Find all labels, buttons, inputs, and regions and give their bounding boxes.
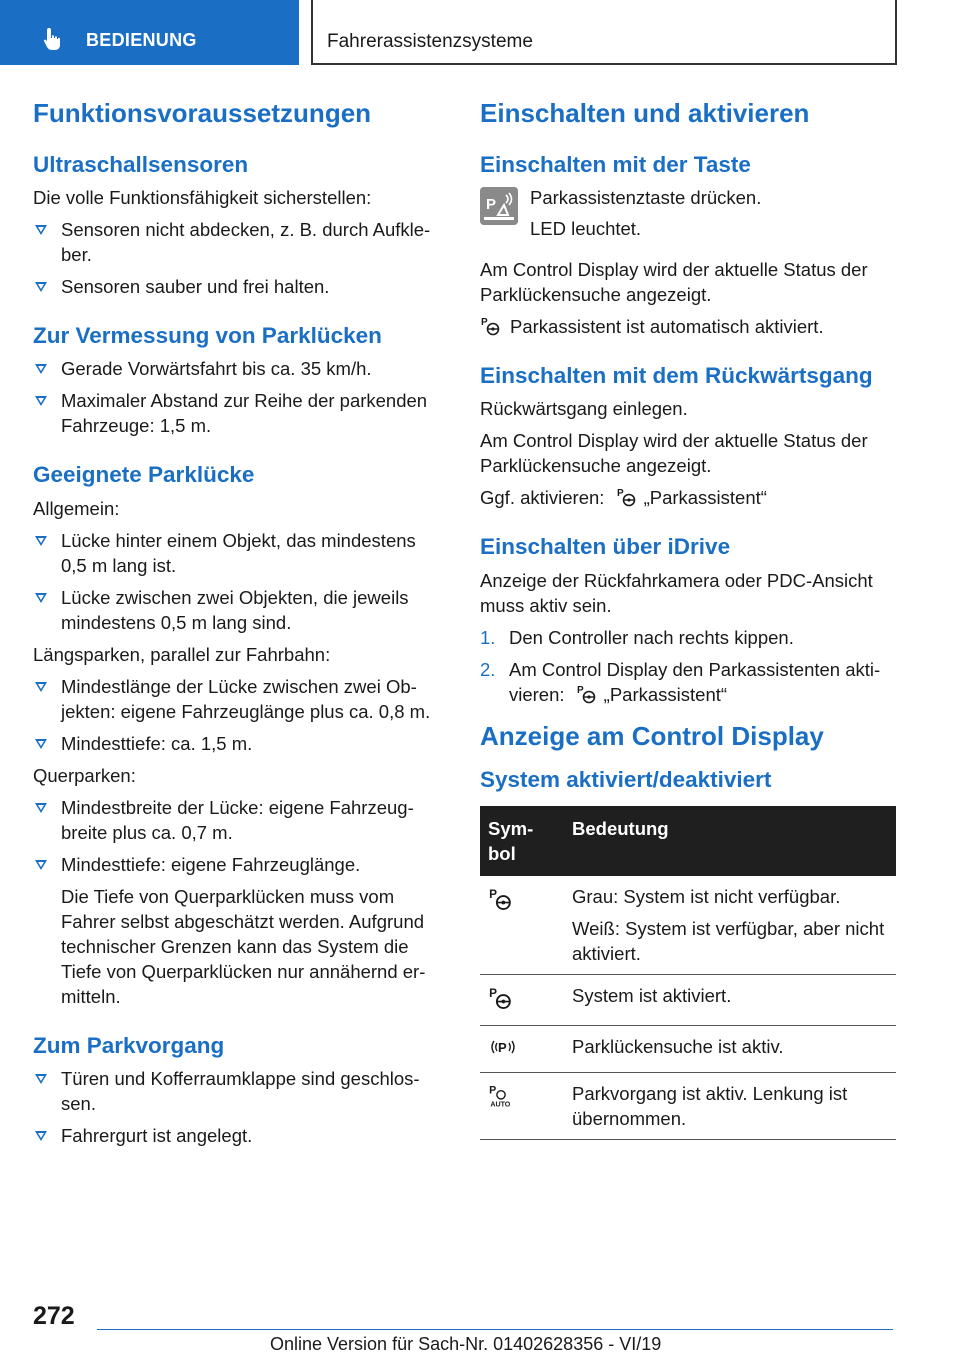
title-functional-requirements: Funktionsvoraussetzungen <box>33 98 372 128</box>
svg-text:P: P <box>616 488 624 500</box>
heading-button: Einschalten mit der Taste <box>480 152 751 178</box>
bullet-list <box>33 1066 443 1148</box>
body-text: Anzeige der Rückfahrkamera oder PDC-Ansicht muss aktiv sein. <box>480 569 873 616</box>
intro-text: Allgemein: <box>33 497 120 519</box>
triangle-bullet-icon <box>35 739 47 749</box>
bullet-list <box>33 795 443 1009</box>
triangle-bullet-icon <box>35 593 47 603</box>
list-item: Türen und Kofferraumklappe sind geschlos‐sen. <box>33 1066 443 1116</box>
list-item: Fahrergurt ist angelegt. <box>33 1123 443 1148</box>
table-cell-text: System ist aktiviert. <box>572 984 732 1006</box>
svg-text:P: P <box>489 985 498 1000</box>
triangle-bullet-icon <box>35 803 47 813</box>
table-cell-text: Parklückensuche ist aktiv. <box>572 1035 784 1057</box>
triangle-bullet-icon <box>35 860 47 870</box>
key-instruction <box>480 185 896 247</box>
intro-text: Querparken: <box>33 764 136 786</box>
triangle-bullet-icon <box>35 396 47 406</box>
park-auto-icon <box>488 1083 514 1109</box>
park-assist-button-icon <box>480 187 518 225</box>
bullet-list <box>33 674 443 756</box>
body-text: P Parkassistent ist automatisch aktiviert. <box>481 316 824 338</box>
table-cell-text: Weiß: System ist verfügbar, aber nicht aktiviert. <box>572 917 885 964</box>
symbol-table <box>480 806 896 1140</box>
footer-divider <box>97 1329 893 1330</box>
heading-suitable-space: Geeignete Parklücke <box>33 462 255 488</box>
title-control-display: Anzeige am Control Display <box>480 720 824 751</box>
heading-parking-procedure: Zum Parkvorgang <box>33 1032 225 1058</box>
note-text: Die Tiefe von Querparklücken muss vom Fahrer selbst abgeschätzt werden. Aufgrund technischer Grenzen kann das System die Tiefe von Querparklücken nur annähernd er‐mitteln. <box>61 885 426 1007</box>
parking-space-search-icon <box>488 1036 518 1058</box>
chapter-tab <box>0 0 299 65</box>
list-item: 1. Den Controller nach rechts kippen. <box>480 626 794 648</box>
list-item: 2. Am Control Display den Parkassistenten akti‐vieren: P „Parkassistent“ <box>480 658 881 705</box>
left-column <box>33 98 443 1155</box>
intro-text: Längsparken, parallel zur Fahrbahn: <box>33 643 331 665</box>
key-step-text: Parkassistenztaste drücken. <box>530 187 762 209</box>
triangle-bullet-icon <box>35 364 47 374</box>
table-row <box>480 1072 896 1139</box>
park-assist-icon <box>576 683 598 705</box>
list-item: Sensoren sauber und frei halten. <box>33 274 443 299</box>
heading-reverse-gear: Einschalten mit dem Rückwärtsgang <box>480 363 873 389</box>
table-header-symbol: Sym‐bol <box>480 806 564 876</box>
triangle-bullet-icon <box>35 1074 47 1084</box>
list-item: Lücke hinter einem Objekt, das mindestens 0,5 m lang ist. <box>33 528 443 578</box>
svg-text:P: P <box>489 1084 497 1097</box>
table-row <box>480 876 896 975</box>
svg-text:P: P <box>576 684 584 696</box>
list-item: Gerade Vorwärtsfahrt bis ca. 35 km/h. <box>33 356 443 381</box>
right-column <box>480 98 896 1140</box>
table-header-meaning: Bedeutung <box>564 806 896 876</box>
park-assist-active-icon <box>488 985 514 1011</box>
triangle-bullet-icon <box>35 282 47 292</box>
body-text: Rückwärtsgang einlegen. <box>480 398 688 420</box>
body-text: Am Control Display wird der aktuelle Status der Parklückensuche angezeigt. <box>480 259 868 306</box>
park-assist-icon <box>616 486 638 508</box>
triangle-bullet-icon <box>35 1131 47 1141</box>
triangle-bullet-icon <box>35 536 47 546</box>
body-text: Am Control Display wird der aktuelle Status der Parklückensuche angezeigt. <box>480 430 868 477</box>
bullet-list <box>33 528 443 635</box>
list-item: Mindesttiefe: eigene Fahrzeuglänge. Die Tiefe von Querparklücken muss vom Fahrer selbst abgeschätzt werden. Aufgrund technischer Grenzen kann das System die Tiefe von Querparklücken nur annähernd er‐mitteln. <box>33 852 443 1009</box>
heading-idrive: Einschalten über iDrive <box>480 534 731 560</box>
numbered-list <box>480 625 896 707</box>
table-cell-text: Grau: System ist nicht verfügbar. <box>572 885 841 907</box>
svg-text:AUTO: AUTO <box>490 1100 511 1109</box>
triangle-bullet-icon <box>35 225 47 235</box>
list-item: Mindestbreite der Lücke: eigene Fahrzeug‐breite plus ca. 0,7 m. <box>33 795 443 845</box>
hand-pointer-icon <box>40 26 66 52</box>
park-assist-icon <box>488 886 514 912</box>
table-row <box>480 1025 896 1072</box>
heading-ultrasonic: Ultraschallsensoren <box>33 152 249 178</box>
svg-text:P: P <box>481 317 488 329</box>
list-item: Sensoren nicht abdecken, z. B. durch Aufkle‐ber. <box>33 217 443 267</box>
triangle-bullet-icon <box>35 682 47 692</box>
footer-text: Online Version für Sach-Nr. 01402628356 - VI/19 <box>270 1334 662 1354</box>
park-assist-active-icon <box>480 315 502 337</box>
intro-text: Die volle Funktionsfähigkeit sicherstellen: <box>33 187 372 209</box>
table-cell-text: Parkvorgang ist aktiv. Lenkung ist übernommen. <box>572 1082 848 1129</box>
page-number: 272 <box>33 1302 75 1330</box>
table-row <box>480 974 896 1025</box>
bullet-list <box>33 217 443 299</box>
section-header <box>311 0 897 65</box>
bullet-list <box>33 356 443 438</box>
chapter-label: BEDIENUNG <box>86 30 197 50</box>
svg-text:P: P <box>498 1039 507 1055</box>
svg-text:P: P <box>489 886 498 901</box>
key-step-text: LED leuchtet. <box>530 218 642 240</box>
heading-measuring: Zur Vermessung von Parklücken <box>33 323 382 349</box>
list-item: Maximaler Abstand zur Reihe der parkenden Fahrzeuge: 1,5 m. <box>33 388 443 438</box>
svg-text:P: P <box>486 196 497 214</box>
list-item: Mindestlänge der Lücke zwischen zwei Ob‐jekten: eigene Fahrzeuglänge plus ca. 0,8 m. <box>33 674 443 724</box>
list-item: Lücke zwischen zwei Objekten, die jeweils mindestens 0,5 m lang sind. <box>33 585 443 635</box>
body-text: Ggf. aktivieren: P „Parkassistent“ <box>480 487 767 509</box>
section-label: Fahrerassistenzsysteme <box>327 31 533 52</box>
list-item: Mindesttiefe: ca. 1,5 m. <box>33 731 443 756</box>
heading-system-status: System aktiviert/deaktiviert <box>480 766 772 792</box>
title-switch-on: Einschalten und aktivieren <box>480 98 810 128</box>
